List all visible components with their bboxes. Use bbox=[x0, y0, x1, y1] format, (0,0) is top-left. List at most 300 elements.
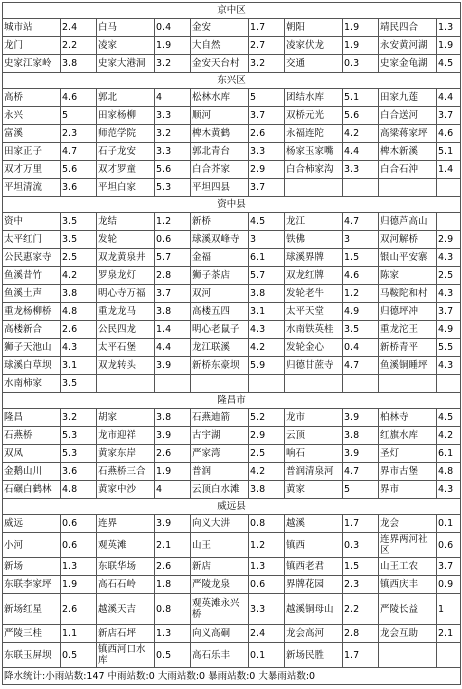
rainfall-value: 6.1 bbox=[249, 249, 285, 267]
rainfall-value: 5.5 bbox=[437, 339, 461, 357]
rainfall-value: 4.3 bbox=[437, 285, 461, 303]
rainfall-value: 2.5 bbox=[437, 267, 461, 285]
station-name: 柏林寺 bbox=[379, 409, 437, 427]
station-name: 向义大汫 bbox=[191, 515, 249, 533]
station-name bbox=[379, 179, 437, 197]
rainfall-value: 2.3 bbox=[343, 576, 379, 594]
station-name: 双龙红牌 bbox=[285, 267, 343, 285]
station-name: 水南柿家 bbox=[3, 375, 61, 393]
station-name: 狮子茶店 bbox=[191, 267, 249, 285]
station-name: 东联玉屏坝 bbox=[3, 643, 61, 668]
rainfall-value: 4.2 bbox=[249, 463, 285, 481]
station-name: 师范学院 bbox=[97, 125, 155, 143]
rainfall-value: 5.3 bbox=[61, 427, 97, 445]
rainfall-value: 2.6 bbox=[249, 125, 285, 143]
rainfall-value: 3.7 bbox=[437, 107, 461, 125]
rainfall-value: 6.1 bbox=[437, 445, 461, 463]
station-name: 郭北青台 bbox=[191, 143, 249, 161]
station-row bbox=[3, 558, 461, 576]
station-name: 严陵长益 bbox=[379, 594, 437, 625]
station-name: 白合送河 bbox=[379, 107, 437, 125]
station-name: 归德坪冲 bbox=[379, 303, 437, 321]
station-name: 高楼新合 bbox=[3, 321, 61, 339]
station-name: 越溪 bbox=[285, 515, 343, 533]
station-name: 靖民四合 bbox=[379, 19, 437, 37]
station-name: 越溪天吉 bbox=[97, 594, 155, 625]
rainfall-value: 3.2 bbox=[155, 125, 191, 143]
station-name bbox=[379, 643, 437, 668]
station-name: 连界两河社区 bbox=[379, 533, 437, 558]
rainfall-value: 5.6 bbox=[343, 107, 379, 125]
rainfall-value: 3.9 bbox=[343, 409, 379, 427]
station-row bbox=[3, 55, 461, 73]
station-name: 云顶白水滩 bbox=[191, 481, 249, 499]
station-name: 金鹅山川 bbox=[3, 463, 61, 481]
rainfall-value: 5.7 bbox=[249, 267, 285, 285]
rainfall-value: 4.3 bbox=[437, 249, 461, 267]
station-name: 小河 bbox=[3, 533, 61, 558]
rainfall-value: 2.5 bbox=[249, 445, 285, 463]
rainfall-value: 5.3 bbox=[61, 445, 97, 463]
section-title: 威远县 bbox=[3, 499, 461, 515]
rainfall-value: 3.7 bbox=[249, 179, 285, 197]
station-row bbox=[3, 481, 461, 499]
station-name: 平坦白家 bbox=[97, 179, 155, 197]
station-name: 向义高硐 bbox=[191, 625, 249, 643]
rainfall-value: 4.3 bbox=[437, 481, 461, 499]
station-row bbox=[3, 594, 461, 625]
station-name: 龙市 bbox=[285, 409, 343, 427]
rainfall-value: 3.7 bbox=[437, 303, 461, 321]
rainfall-value: 5.6 bbox=[61, 161, 97, 179]
station-name: 越溪铜母山 bbox=[285, 594, 343, 625]
station-name: 银山平安寨 bbox=[379, 249, 437, 267]
rainfall-value: 1.8 bbox=[155, 576, 191, 594]
rainfall-value: 3.8 bbox=[155, 303, 191, 321]
rainfall-value bbox=[155, 375, 191, 393]
rainfall-value: 0.9 bbox=[437, 576, 461, 594]
station-name: 球溪白草坝 bbox=[3, 357, 61, 375]
rainfall-value: 3.8 bbox=[249, 481, 285, 499]
rainfall-value: 4.2 bbox=[61, 267, 97, 285]
station-name: 东联华场 bbox=[97, 558, 155, 576]
rainfall-value: 3.8 bbox=[155, 409, 191, 427]
rainfall-value bbox=[437, 213, 461, 231]
station-row bbox=[3, 625, 461, 643]
rainfall-value: 2.5 bbox=[61, 249, 97, 267]
rainfall-value: 3.7 bbox=[437, 558, 461, 576]
rainfall-value: 0.8 bbox=[249, 515, 285, 533]
station-name: 高桥 bbox=[3, 89, 61, 107]
station-name: 椑木黄鹤 bbox=[191, 125, 249, 143]
rainfall-value: 2.2 bbox=[61, 37, 97, 55]
rainfall-value: 0.1 bbox=[437, 515, 461, 533]
rainfall-value: 5.7 bbox=[155, 249, 191, 267]
station-name: 黄家中沙 bbox=[97, 481, 155, 499]
rainfall-value: 4.8 bbox=[61, 481, 97, 499]
station-row bbox=[3, 515, 461, 533]
rainfall-value: 5.3 bbox=[155, 179, 191, 197]
station-name: 永安黄河湖 bbox=[379, 37, 437, 55]
station-name: 金安天台村 bbox=[191, 55, 249, 73]
rainfall-value: 4.9 bbox=[343, 303, 379, 321]
rainfall-value: 0.4 bbox=[343, 339, 379, 357]
section-title: 资中县 bbox=[3, 197, 461, 213]
station-name: 田家杨柳 bbox=[97, 107, 155, 125]
station-name: 富溪 bbox=[3, 125, 61, 143]
station-name: 球溪界牌 bbox=[285, 249, 343, 267]
rainfall-value: 1.2 bbox=[249, 533, 285, 558]
station-name: 连界 bbox=[97, 515, 155, 533]
rainfall-value: 4.4 bbox=[343, 143, 379, 161]
station-name: 重龙龙马 bbox=[97, 303, 155, 321]
station-name: 新场民胜 bbox=[285, 643, 343, 668]
rainfall-value: 3.5 bbox=[61, 231, 97, 249]
section-header-row bbox=[3, 499, 461, 515]
station-name: 归德甘蔗寺 bbox=[285, 357, 343, 375]
rainfall-value: 2.9 bbox=[249, 161, 285, 179]
station-name: 黄家 bbox=[285, 481, 343, 499]
station-name: 杨家玉家嘴 bbox=[285, 143, 343, 161]
rainfall-value: 4.8 bbox=[61, 303, 97, 321]
rainfall-value: 0.4 bbox=[155, 19, 191, 37]
rainfall-value: 2.9 bbox=[437, 231, 461, 249]
rainfall-value: 1.1 bbox=[61, 625, 97, 643]
rainfall-table bbox=[2, 2, 461, 685]
station-name: 新场红星 bbox=[3, 594, 61, 625]
station-row bbox=[3, 249, 461, 267]
station-name: 白合柿家沟 bbox=[285, 161, 343, 179]
station-name: 东联李家坪 bbox=[3, 576, 61, 594]
rainfall-value: 2.3 bbox=[61, 125, 97, 143]
station-row bbox=[3, 463, 461, 481]
station-name bbox=[97, 375, 155, 393]
station-name: 龙市迎祥 bbox=[97, 427, 155, 445]
station-row bbox=[3, 375, 461, 393]
station-name: 威远 bbox=[3, 515, 61, 533]
station-name: 交通 bbox=[285, 55, 343, 73]
rainfall-value: 4.9 bbox=[437, 321, 461, 339]
station-name: 白合芥家 bbox=[191, 161, 249, 179]
rainfall-value: 1.4 bbox=[155, 321, 191, 339]
rainfall-value: 3.2 bbox=[249, 55, 285, 73]
station-name: 鱼溪铜睡坪 bbox=[379, 357, 437, 375]
station-name: 马鞍陀和村 bbox=[379, 285, 437, 303]
station-row bbox=[3, 231, 461, 249]
station-name: 太平天堂 bbox=[285, 303, 343, 321]
rainfall-value: 1.5 bbox=[343, 558, 379, 576]
station-name: 龙结 bbox=[97, 213, 155, 231]
station-name: 观英滩永兴桥 bbox=[191, 594, 249, 625]
rainfall-value bbox=[343, 179, 379, 197]
station-name: 郭北 bbox=[97, 89, 155, 107]
station-name: 双河 bbox=[191, 285, 249, 303]
rainfall-value: 4.6 bbox=[437, 125, 461, 143]
station-row bbox=[3, 427, 461, 445]
rainfall-value: 4.5 bbox=[249, 213, 285, 231]
station-name: 发轮 bbox=[97, 231, 155, 249]
station-name: 永兴 bbox=[3, 107, 61, 125]
rainfall-value: 4.4 bbox=[437, 89, 461, 107]
station-row bbox=[3, 179, 461, 197]
station-name: 山王 bbox=[191, 533, 249, 558]
rainfall-value: 1.4 bbox=[437, 161, 461, 179]
station-name: 团结水库 bbox=[285, 89, 343, 107]
rainfall-value bbox=[437, 179, 461, 197]
station-name: 明心老鼠子 bbox=[191, 321, 249, 339]
rainfall-value: 5.6 bbox=[155, 161, 191, 179]
rainfall-value: 2.9 bbox=[249, 427, 285, 445]
station-name: 史家金龟湖 bbox=[379, 55, 437, 73]
station-name: 金安 bbox=[191, 19, 249, 37]
rainfall-value: 0.3 bbox=[343, 55, 379, 73]
rainfall-value: 5 bbox=[61, 107, 97, 125]
rainfall-summary: 降水统计:小雨站数:147 中雨站数:0 大雨站数:0 暴雨站数:0 大暴雨站数:0 bbox=[3, 668, 461, 685]
rainfall-value: 1.2 bbox=[343, 285, 379, 303]
station-name: 朝阳 bbox=[285, 19, 343, 37]
station-name: 山王工农 bbox=[379, 558, 437, 576]
station-name: 太平红门 bbox=[3, 231, 61, 249]
section-header-row bbox=[3, 73, 461, 89]
rainfall-value: 0.5 bbox=[155, 643, 191, 668]
rainfall-value: 4.5 bbox=[437, 409, 461, 427]
station-name: 椑木新溪 bbox=[379, 143, 437, 161]
station-name: 史家江家岭 bbox=[3, 55, 61, 73]
station-row bbox=[3, 107, 461, 125]
rainfall-value: 4.7 bbox=[343, 463, 379, 481]
station-name: 陈家 bbox=[379, 267, 437, 285]
station-row bbox=[3, 161, 461, 179]
station-name: 镇西庆丰 bbox=[379, 576, 437, 594]
station-name: 史家大港洞 bbox=[97, 55, 155, 73]
rainfall-value: 2.1 bbox=[437, 625, 461, 643]
station-name: 普润 bbox=[191, 463, 249, 481]
rainfall-value: 4.6 bbox=[61, 89, 97, 107]
rainfall-value: 1 bbox=[437, 594, 461, 625]
station-name: 响石 bbox=[285, 445, 343, 463]
rainfall-value: 3 bbox=[343, 231, 379, 249]
station-name: 双河解桥 bbox=[379, 231, 437, 249]
rainfall-value: 4.3 bbox=[249, 321, 285, 339]
station-row bbox=[3, 89, 461, 107]
rainfall-value: 4.2 bbox=[249, 339, 285, 357]
station-name bbox=[285, 179, 343, 197]
station-name: 龙门 bbox=[3, 37, 61, 55]
rainfall-value: 1.9 bbox=[343, 19, 379, 37]
station-row bbox=[3, 321, 461, 339]
station-name: 高梁蒋家坪 bbox=[379, 125, 437, 143]
station-name: 平坦清流 bbox=[3, 179, 61, 197]
station-name: 隆昌 bbox=[3, 409, 61, 427]
station-row bbox=[3, 533, 461, 558]
rainfall-value: 4 bbox=[155, 89, 191, 107]
rainfall-value: 5 bbox=[249, 89, 285, 107]
rainfall-value: 4.6 bbox=[343, 267, 379, 285]
station-name: 新场 bbox=[3, 558, 61, 576]
rainfall-value bbox=[437, 375, 461, 393]
section-title: 京中区 bbox=[3, 3, 461, 19]
section-header-row bbox=[3, 393, 461, 409]
station-row bbox=[3, 37, 461, 55]
station-name: 顺河 bbox=[191, 107, 249, 125]
station-name: 石燕迪箭 bbox=[191, 409, 249, 427]
station-name: 龙会 bbox=[379, 515, 437, 533]
rainfall-value: 0.6 bbox=[249, 576, 285, 594]
station-name: 界市古堡 bbox=[379, 463, 437, 481]
rainfall-value: 3.6 bbox=[61, 179, 97, 197]
station-name: 凌家伏龙 bbox=[285, 37, 343, 55]
section-title: 东兴区 bbox=[3, 73, 461, 89]
station-name: 高石石岭 bbox=[97, 576, 155, 594]
rainfall-value: 2.6 bbox=[155, 445, 191, 463]
station-name: 松林水库 bbox=[191, 89, 249, 107]
rainfall-value bbox=[343, 375, 379, 393]
station-name: 发轮老牛 bbox=[285, 285, 343, 303]
station-name: 新店 bbox=[191, 558, 249, 576]
station-name: 公民惠家寺 bbox=[3, 249, 61, 267]
station-name: 凌家 bbox=[97, 37, 155, 55]
rainfall-value: 2.7 bbox=[249, 37, 285, 55]
rainfall-value: 3.8 bbox=[343, 427, 379, 445]
rainfall-value: 4.3 bbox=[437, 357, 461, 375]
rainfall-value: 3.6 bbox=[61, 463, 97, 481]
rainfall-value: 3.5 bbox=[343, 321, 379, 339]
station-name: 石碾白鹤林 bbox=[3, 481, 61, 499]
station-name bbox=[285, 375, 343, 393]
section-title: 隆昌市 bbox=[3, 393, 461, 409]
station-name bbox=[191, 375, 249, 393]
station-name: 界市 bbox=[379, 481, 437, 499]
rainfall-value: 3.3 bbox=[249, 594, 285, 625]
station-row bbox=[3, 445, 461, 463]
station-name: 永福连陀 bbox=[285, 125, 343, 143]
rainfall-value: 0.5 bbox=[61, 643, 97, 668]
rainfall-value: 3 bbox=[249, 231, 285, 249]
station-name: 球溪双峰寺 bbox=[191, 231, 249, 249]
rainfall-value: 5.9 bbox=[249, 357, 285, 375]
rainfall-value: 3.5 bbox=[61, 375, 97, 393]
section-header-row bbox=[3, 3, 461, 19]
rainfall-value: 1.5 bbox=[343, 249, 379, 267]
rainfall-value: 1.9 bbox=[61, 576, 97, 594]
rainfall-value: 3.7 bbox=[155, 285, 191, 303]
rainfall-value: 2.6 bbox=[155, 558, 191, 576]
station-name: 白马 bbox=[97, 19, 155, 37]
rainfall-value: 1.9 bbox=[437, 37, 461, 55]
rainfall-value: 3.9 bbox=[343, 445, 379, 463]
station-name: 新桥东豪坝 bbox=[191, 357, 249, 375]
rainfall-value: 3.2 bbox=[61, 409, 97, 427]
rainfall-value: 3.8 bbox=[249, 285, 285, 303]
table-body bbox=[3, 3, 461, 685]
station-name: 鱼溪土声 bbox=[3, 285, 61, 303]
station-name: 发轮金心 bbox=[285, 339, 343, 357]
station-name: 狮子天池山 bbox=[3, 339, 61, 357]
station-name: 太平石堡 bbox=[97, 339, 155, 357]
rainfall-value: 1.7 bbox=[343, 643, 379, 668]
rainfall-value: 0.6 bbox=[61, 515, 97, 533]
station-name: 高楼五四 bbox=[191, 303, 249, 321]
rainfall-value: 4.2 bbox=[437, 427, 461, 445]
station-name: 新桥 bbox=[191, 213, 249, 231]
station-name: 石燕桥 bbox=[3, 427, 61, 445]
station-name bbox=[379, 375, 437, 393]
footer-row bbox=[3, 668, 461, 685]
station-name: 双才罗童 bbox=[97, 161, 155, 179]
rainfall-value: 3.3 bbox=[249, 143, 285, 161]
rainfall-value: 4.8 bbox=[437, 463, 461, 481]
station-name: 水南铁英桂 bbox=[285, 321, 343, 339]
station-name: 资中 bbox=[3, 213, 61, 231]
station-name: 公民四龙 bbox=[97, 321, 155, 339]
station-name: 镇西河口水库 bbox=[97, 643, 155, 668]
station-name: 双龙黄泉井 bbox=[97, 249, 155, 267]
rainfall-value: 1.3 bbox=[249, 558, 285, 576]
rainfall-value: 4.5 bbox=[437, 55, 461, 73]
station-row bbox=[3, 303, 461, 321]
rainfall-value: 2.8 bbox=[155, 267, 191, 285]
station-name: 重龙杨柳桥 bbox=[3, 303, 61, 321]
station-name: 铁佛 bbox=[285, 231, 343, 249]
station-name: 云顶 bbox=[285, 427, 343, 445]
rainfall-value: 3.1 bbox=[249, 303, 285, 321]
rainfall-value: 5 bbox=[343, 481, 379, 499]
station-row bbox=[3, 143, 461, 161]
rainfall-value: 4.7 bbox=[343, 213, 379, 231]
rainfall-value: 3.9 bbox=[155, 515, 191, 533]
station-name: 龙江 bbox=[285, 213, 343, 231]
station-name: 圣灯 bbox=[379, 445, 437, 463]
station-name: 双桥元光 bbox=[285, 107, 343, 125]
rainfall-value: 3.1 bbox=[61, 357, 97, 375]
station-row bbox=[3, 125, 461, 143]
rainfall-value: 1.7 bbox=[343, 515, 379, 533]
rainfall-value bbox=[249, 375, 285, 393]
station-name: 新桥青平 bbox=[379, 339, 437, 357]
rainfall-value: 1.9 bbox=[155, 463, 191, 481]
station-name: 金福 bbox=[191, 249, 249, 267]
rainfall-value: 3.9 bbox=[155, 427, 191, 445]
station-name: 平坦四县 bbox=[191, 179, 249, 197]
rainfall-value bbox=[437, 643, 461, 668]
rainfall-value: 1.3 bbox=[155, 625, 191, 643]
station-name: 古宇湖 bbox=[191, 427, 249, 445]
station-row bbox=[3, 576, 461, 594]
rainfall-value: 0.8 bbox=[155, 594, 191, 625]
station-row bbox=[3, 285, 461, 303]
rainfall-value: 4.4 bbox=[155, 339, 191, 357]
rainfall-value: 2.2 bbox=[343, 594, 379, 625]
station-name: 罗泉龙灯 bbox=[97, 267, 155, 285]
station-name: 大自然 bbox=[191, 37, 249, 55]
station-name: 田家正子 bbox=[3, 143, 61, 161]
station-name: 严陵龙泉 bbox=[191, 576, 249, 594]
station-name: 龙会互助 bbox=[379, 625, 437, 643]
station-name: 鱼溪昔竹 bbox=[3, 267, 61, 285]
rainfall-value: 1.9 bbox=[343, 37, 379, 55]
rainfall-value: 5.1 bbox=[437, 143, 461, 161]
station-name: 高石乐丰 bbox=[191, 643, 249, 668]
rainfall-value: 3.9 bbox=[155, 357, 191, 375]
station-row bbox=[3, 267, 461, 285]
rainfall-value: 1.2 bbox=[155, 213, 191, 231]
station-row bbox=[3, 19, 461, 37]
rainfall-value: 1.3 bbox=[437, 19, 461, 37]
station-name: 石子龙安 bbox=[97, 143, 155, 161]
rainfall-value: 2.6 bbox=[61, 594, 97, 625]
station-name: 黄家东岸 bbox=[97, 445, 155, 463]
rainfall-value: 1.9 bbox=[155, 37, 191, 55]
